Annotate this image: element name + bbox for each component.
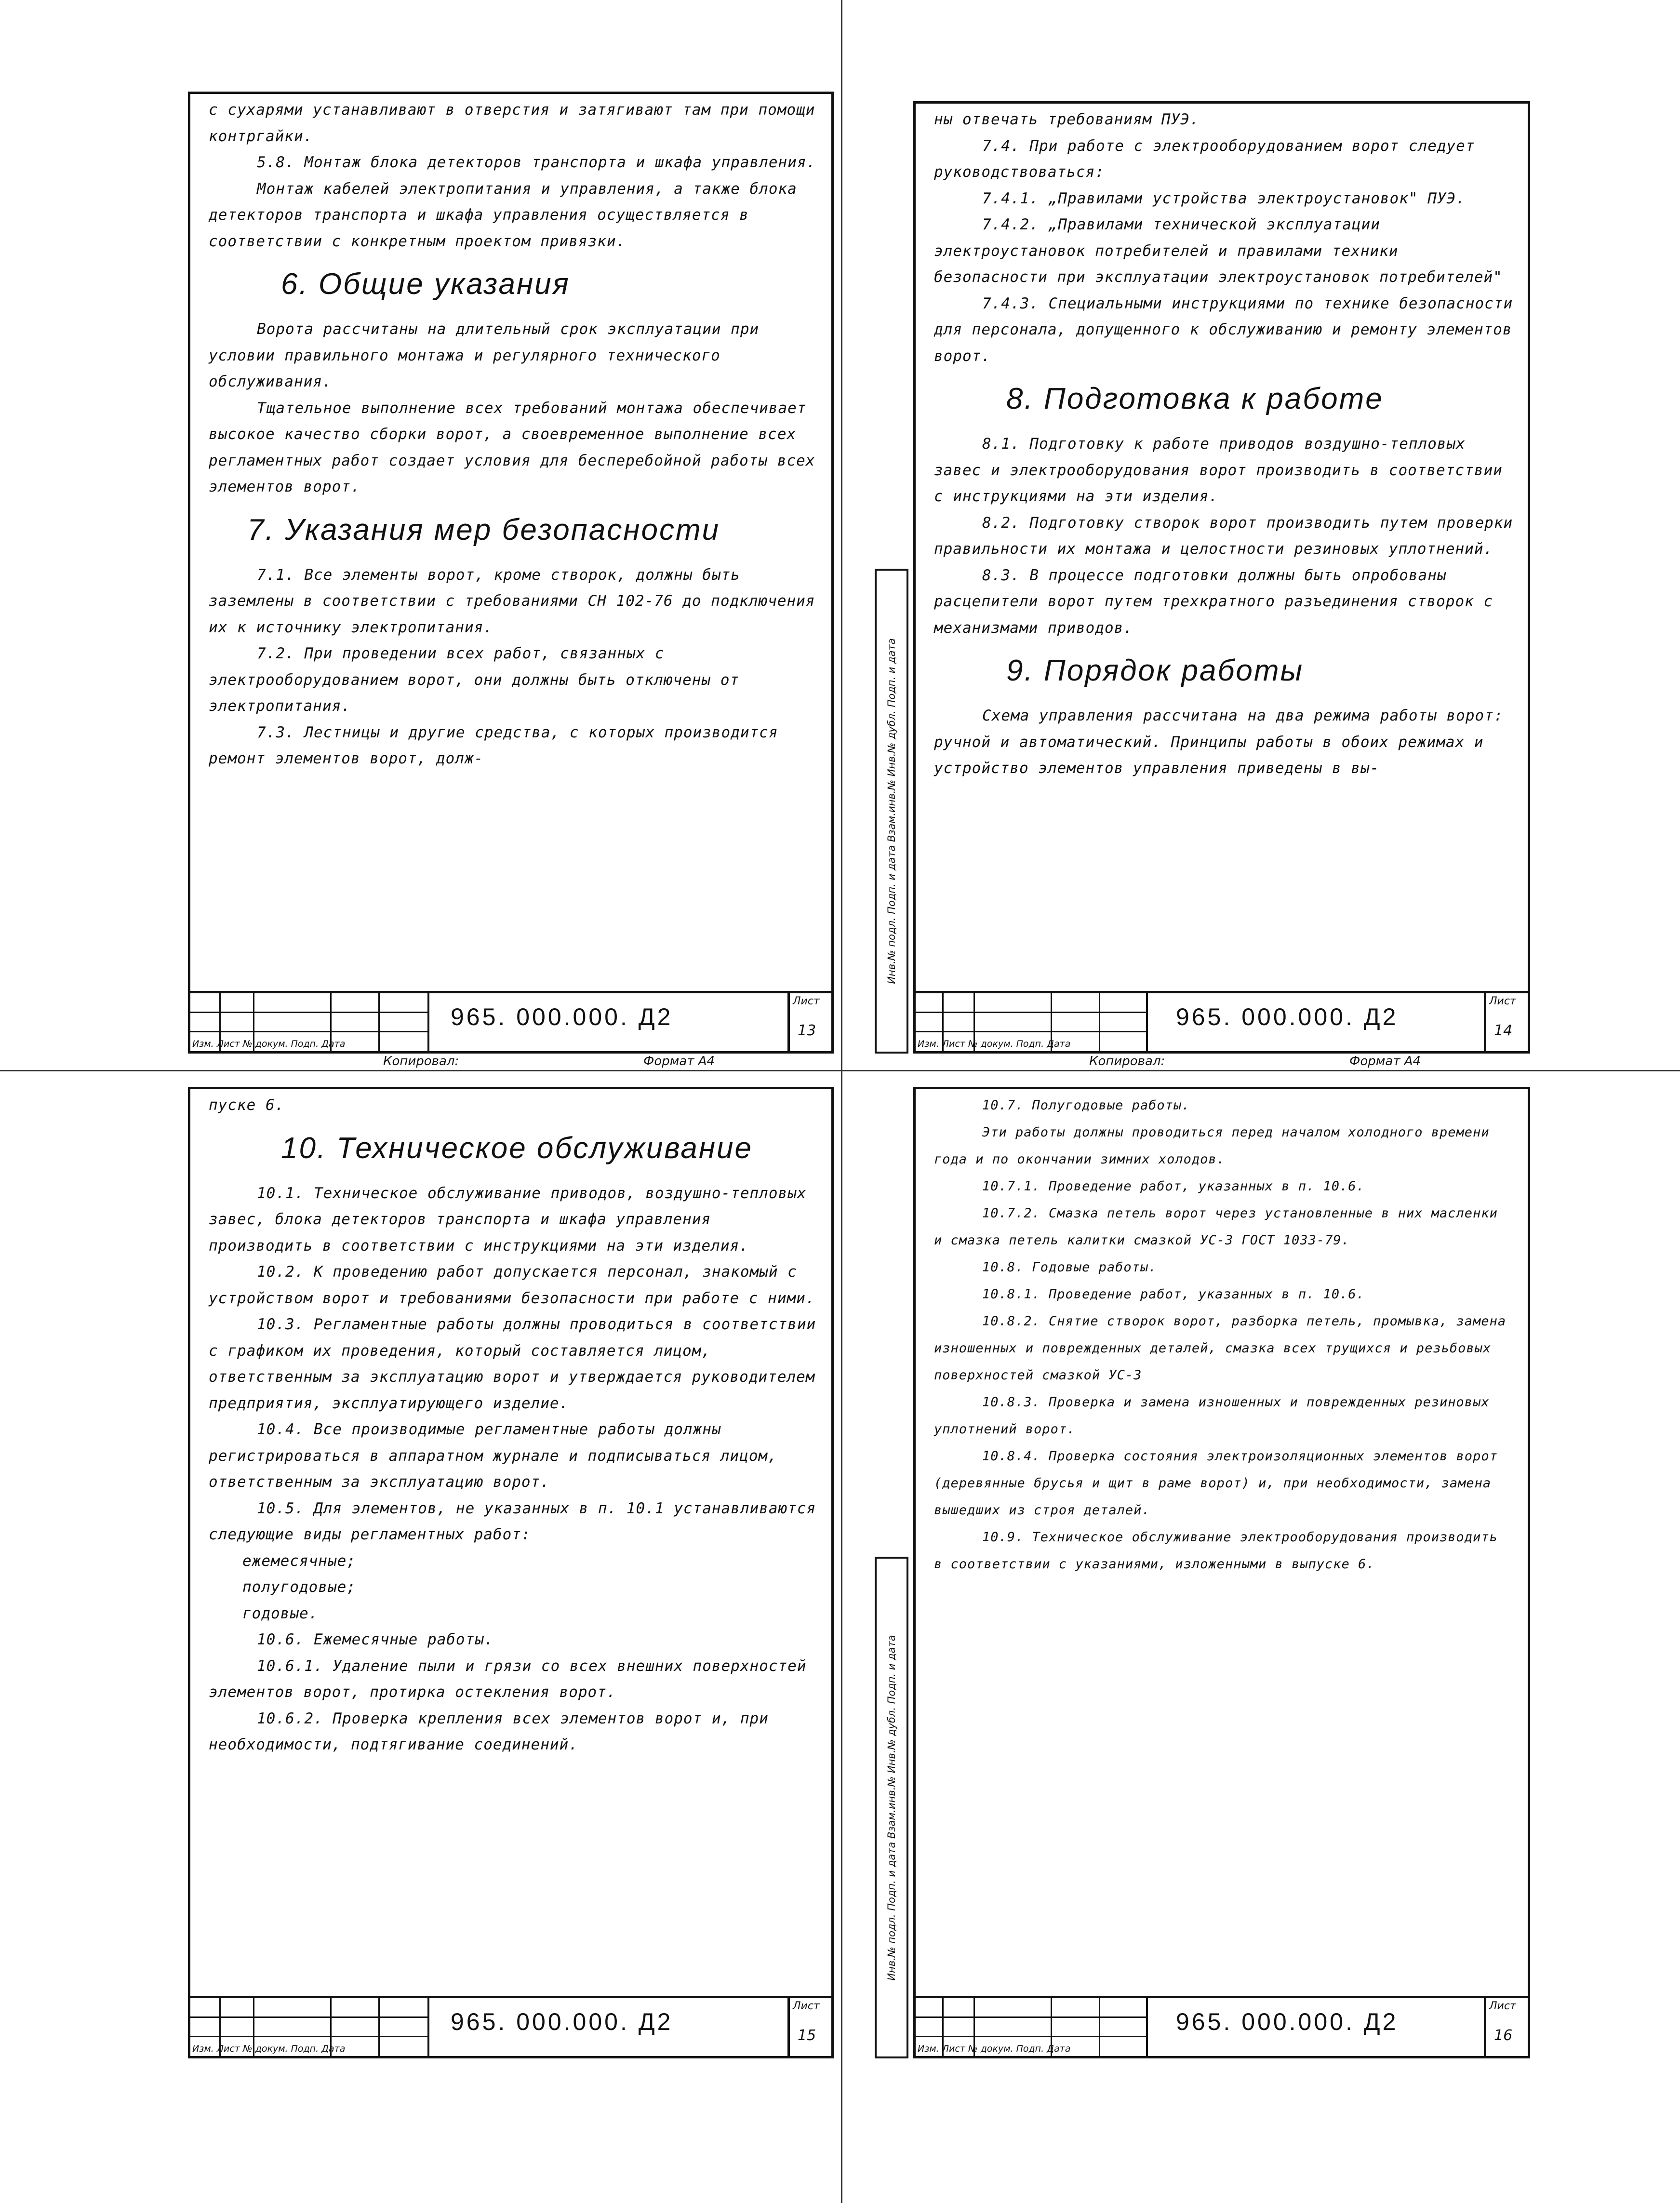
margin-strip-text: Инв.№ подл. Подп. и дата Взам.инв.№ Инв.№ дубл. Подп. и дата xyxy=(886,1634,897,1981)
paragraph: 5.8. Монтаж блока детекторов транспорта и шкафа управления. xyxy=(257,154,816,171)
paragraph: Тщательное выполнение всех требований монтажа обеспечивает высокое качество сборки ворот, а своевременное выполнение всех регламентных работ создает условия для бесперебойной работы всех элементов ворот. xyxy=(209,399,815,495)
margin-strip-text: Инв.№ подл. Подп. и дата Взам.инв.№ Инв.№ дубл. Подп. и дата xyxy=(886,638,897,984)
vertical-cut-line xyxy=(841,0,842,2203)
paragraph: 10.6.2. Проверка крепления всех элементов ворот и, при необходимости, подтягивание соединений. xyxy=(209,1709,769,1753)
paragraph: 10.6.1. Удаление пыли и грязи со всех внешних поверхностей элементов ворот, протирка остекления ворот. xyxy=(209,1657,807,1701)
paragraph: Монтаж кабелей электропитания и управления, а также блока детекторов транспорта и шкафа управления осуществляется в соответствии с конкретным проектом привязки. xyxy=(209,180,797,250)
paragraph: 10.7. Полугодовые работы. xyxy=(982,1098,1190,1113)
paragraph: 7.2. При проведении всех работ, связанных с электрооборудованием ворот, они должны быть отключены от электропитания. xyxy=(209,645,740,715)
sheet-16 xyxy=(913,1087,1530,2058)
copied-label: Копировал: xyxy=(383,1054,459,1068)
section-heading: 9. Порядок работы xyxy=(1006,654,1304,687)
paragraph: ны отвечать требованиям ПУЭ. xyxy=(934,111,1200,128)
left-margin-strip xyxy=(875,1557,908,2058)
sheet-label: Лист xyxy=(1489,2000,1516,2012)
paragraph: 7.4.3. Специальными инструкциями по технике безопасности для персонала, допущенного к обслуживанию и ремонту элементов ворот. xyxy=(934,294,1513,365)
paragraph: 10.6. Ежемесячные работы. xyxy=(257,1631,494,1648)
sheet-number: 13 xyxy=(798,1022,816,1039)
sheet-body xyxy=(934,107,1513,782)
sheet-15 xyxy=(188,1087,834,2058)
sheet-number-box xyxy=(1484,1998,1528,2056)
section-heading: 10. Техническое обслуживание xyxy=(281,1131,753,1165)
paragraph: Эти работы должны проводиться перед началом холодного времени года и по окончании зимних холодов. xyxy=(934,1125,1490,1167)
section-heading: 6. Общие указания xyxy=(281,267,570,301)
paragraph: 7.3. Лестницы и другие средства, с которых производится ремонт элементов ворот, долж- xyxy=(209,723,778,767)
paragraph: 10.8.1. Проведение работ, указанных в п. 10.6. xyxy=(982,1287,1365,1302)
list-item: ежемесячные; xyxy=(242,1552,356,1570)
left-margin-strip xyxy=(875,569,908,1054)
stamp-labels: Изм. Лист № докум. Подп. Дата xyxy=(192,1039,346,1049)
paragraph: 10.8. Годовые работы. xyxy=(982,1260,1157,1275)
sheet-label: Лист xyxy=(793,995,820,1007)
paragraph: пуске 6. xyxy=(209,1096,285,1114)
paragraph: 7.4.1. „Правилами устройства электроустановок" ПУЭ. xyxy=(982,189,1466,207)
stamp-labels: Изм. Лист № докум. Подп. Дата xyxy=(918,2043,1071,2054)
paragraph: 8.1. Подготовку к работе приводов воздушно-тепловых завес и электрооборудования ворот производить в соответствии с инструкциями на эти изделия. xyxy=(934,435,1503,505)
section-heading: 7. Указания мер безопасности xyxy=(247,513,720,547)
paragraph: 10.7.1. Проведение работ, указанных в п. 10.6. xyxy=(982,1179,1365,1194)
title-block xyxy=(916,1996,1528,2056)
paragraph: 10.4. Все производимые регламентные работы должны регистрироваться в аппаратном журнале и подписываться лицом, ответственным за эксплуатацию ворот. xyxy=(209,1421,777,1491)
sheet-13 xyxy=(188,92,834,1068)
paragraph: 10.8.2. Снятие створок ворот, разборка петель, промывка, замена изношенных и поврежденных деталей, смазка всех трущихся и резьбовых поверхностей смазкой УС-3 xyxy=(934,1314,1507,1383)
sheet-label: Лист xyxy=(793,2000,820,2012)
stamp-labels: Изм. Лист № докум. Подп. Дата xyxy=(918,1039,1071,1049)
sheet-number-box xyxy=(1484,993,1528,1051)
format-label: Формат А4 xyxy=(1349,1054,1421,1068)
horizontal-cut-line xyxy=(0,1070,1680,1071)
paragraph: 10.3. Регламентные работы должны проводиться в соответствии с графиком их проведения, который составляется лицом, ответственным за эксплуатацию ворот и утверждается руководителем предприятия, эксплуатирующего изделие. xyxy=(209,1316,816,1412)
sheet-number: 15 xyxy=(798,2027,816,2044)
title-block xyxy=(190,1996,831,2056)
sheet-body xyxy=(934,1092,1513,1578)
paragraph: 7.4. При работе с электрооборудованием ворот следует руководствоваться: xyxy=(934,137,1475,181)
section-heading: 8. Подготовка к работе xyxy=(1006,382,1384,415)
copied-label: Копировал: xyxy=(1089,1054,1165,1068)
list-item: годовые. xyxy=(242,1604,319,1622)
paragraph: 8.2. Подготовку створок ворот производить путем проверки правильности их монтажа и целостности резиновых уплотнений. xyxy=(934,514,1513,558)
sheet-label: Лист xyxy=(1489,995,1516,1007)
list-item: полугодовые; xyxy=(242,1578,356,1596)
stamp-labels: Изм. Лист № докум. Подп. Дата xyxy=(192,2043,346,2054)
paragraph: 10.8.4. Проверка состояния электроизоляционных элементов ворот (деревянные брусья и щит в раме ворот) и, при необходимости, замена вышедших из строя деталей. xyxy=(934,1449,1498,1518)
paragraph: 10.8.3. Проверка и замена изношенных и поврежденных резиновых уплотнений ворот. xyxy=(934,1395,1490,1437)
paragraph: 10.1. Техническое обслуживание приводов, воздушно-тепловых завес, блока детекторов транспорта и шкафа управления производить в соответствии с инструкциями на эти изделия. xyxy=(209,1184,807,1255)
paragraph: 7.1. Все элементы ворот, кроме створок, должны быть заземлены в соответствии с требованиями СН 102-76 до подключения их к источнику электропитания. xyxy=(209,566,815,636)
doc-code: 965. 000.000. Д2 xyxy=(451,1003,673,1030)
paragraph: 10.2. К проведению работ допускается персонал, знакомый с устройством ворот и требованиями безопасности при работе с ними. xyxy=(209,1263,815,1307)
sheet-number: 14 xyxy=(1494,1022,1513,1039)
sheet-number-box xyxy=(787,1998,831,2056)
paragraph: 10.9. Техническое обслуживание электрооборудования производить в соответствии с указаниями, изложенными в выпуске 6. xyxy=(934,1530,1498,1572)
title-block xyxy=(190,991,831,1051)
paragraph: 8.3. В процессе подготовки должны быть опробованы расцепители ворот путем трехкратного разъединения створок с механизмами приводов. xyxy=(934,566,1493,637)
paragraph: Ворота рассчитаны на длительный срок эксплуатации при условии правильного монтажа и регулярного технического обслуживания. xyxy=(209,320,760,390)
paragraph: с сухарями устанавливают в отверстия и затягивают там при помощи контргайки. xyxy=(209,101,815,145)
sheet-number: 16 xyxy=(1494,2027,1513,2044)
paragraph: 10.7.2. Смазка петель ворот через установленные в них масленки и смазка петель калитки смазкой УС-3 ГОСТ 1033-79. xyxy=(934,1206,1498,1248)
sheet-number-box xyxy=(787,993,831,1051)
sheet-body xyxy=(209,1092,817,1758)
paragraph: 10.5. Для элементов, не указанных в п. 10.1 устанавливаются следующие виды регламентных работ: xyxy=(209,1499,816,1543)
paragraph: 7.4.2. „Правилами технической эксплуатации электроустановок потребителей и правилами техники безопасности при эксплуатации электроустановок потребителей" xyxy=(934,216,1503,286)
doc-code: 965. 000.000. Д2 xyxy=(1176,1003,1399,1030)
sheet-14 xyxy=(913,101,1530,1068)
sheet-body xyxy=(209,97,817,772)
format-label: Формат А4 xyxy=(643,1054,715,1068)
doc-code: 965. 000.000. Д2 xyxy=(1176,2008,1399,2035)
doc-code: 965. 000.000. Д2 xyxy=(451,2008,673,2035)
paragraph: Схема управления рассчитана на два режима работы ворот: ручной и автоматический. Принципы работы в обоих режимах и устройство элементов управления приведены в вы- xyxy=(934,707,1504,777)
title-block xyxy=(916,991,1528,1051)
